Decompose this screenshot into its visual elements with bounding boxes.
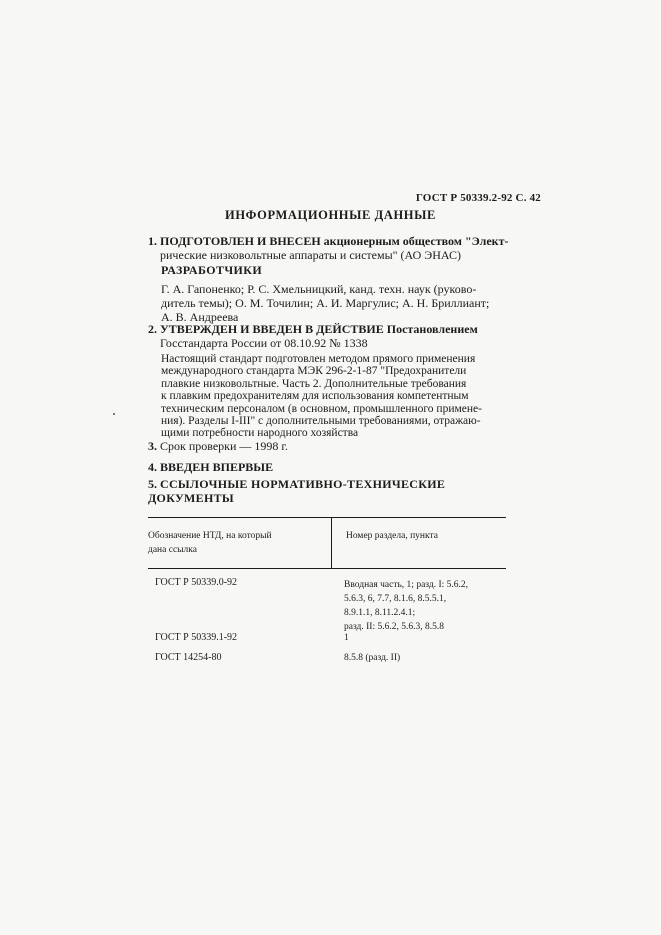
table-header-rule (148, 568, 506, 569)
table-header-section-number: Номер раздела, пункта (346, 531, 438, 541)
table-row-3-sections: 8.5.8 (разд. II) (344, 653, 401, 663)
developers-line-2: дитель темы); О. М. Точилин; А. И. Маргулис; А. Н. Бриллиант; (161, 296, 490, 310)
header-designation-line-1: Обозначение НТД, на который (148, 531, 272, 541)
row-1-sections-line-3: 8.9.1.1, 8.11.2.4.1; (344, 608, 416, 618)
note-line-7: щими потребности народного хозяйства (161, 427, 359, 440)
section-2-text-line-2: Госстандарта России от 08.10.92 № 1338 (160, 336, 368, 350)
section-2 (148, 322, 513, 350)
section-3 (148, 439, 513, 453)
section-3-text: Срок проверки — 1998 г. (160, 439, 288, 453)
section-3-number: 3. (148, 439, 157, 453)
table-header-divider (331, 517, 332, 568)
section-1-line-1 (148, 234, 513, 248)
developers-line-3: А. В. Андреева (161, 310, 239, 324)
standard-note (161, 353, 513, 440)
section-5-text: ССЫЛОЧНЫЕ НОРМАТИВНО-ТЕХНИЧЕСКИЕ ДОКУМЕНТЫ (148, 477, 446, 505)
section-4-number: 4. (148, 460, 157, 474)
scan-artifact-dot (113, 413, 115, 415)
page-header-reference: ГОСТ Р 50339.2-92 С. 42 (415, 192, 541, 204)
header-designation-line-2: дана ссылка (148, 545, 197, 555)
developers-line-1: Г. А. Гапоненко; Р. С. Хмельницкий, канд. техн. наук (руково- (161, 282, 477, 296)
section-1-number: 1. (148, 234, 157, 248)
section-2-number: 2. (148, 322, 157, 336)
note-line-2: международного стандарта МЭК 296-2-1-87 "Предохранители (161, 365, 467, 378)
developers-heading: РАЗРАБОТЧИКИ (161, 263, 263, 277)
document-title: ИНФОРМАЦИОННЫЕ ДАННЫЕ (225, 208, 436, 222)
section-2-text-line-1: УТВЕРЖДЕН И ВВЕДЕН В ДЕЙСТВИЕ Постановлением (160, 322, 478, 336)
section-1-text-line-1: ПОДГОТОВЛЕН И ВНЕСЕН акционерным обществом "Элект- (160, 234, 509, 248)
note-line-6: ния). Разделы I-III" с дополнительными требованиями, отражаю- (161, 415, 481, 428)
section-1 (148, 234, 513, 262)
row-1-sections-line-1: Вводная часть, 1; разд. I: 5.6.2, (344, 580, 469, 590)
note-line-1: Настоящий стандарт подготовлен методом прямого применения (161, 353, 476, 365)
section-4 (148, 460, 513, 474)
note-line-5: техническим персоналом (в основном, промышленного примене- (161, 402, 482, 415)
section-1-text-line-2: рические низковольтные аппараты и системы" (АО ЭНАС) (160, 248, 461, 262)
section-5-number: 5. (148, 477, 157, 491)
note-line-4: к плавким предохранителям для использования компетентным (161, 390, 469, 403)
table-top-rule (148, 517, 506, 518)
section-5 (148, 477, 528, 505)
section-2-line-1 (148, 322, 513, 336)
section-4-text: ВВЕДЕН ВПЕРВЫЕ (160, 460, 274, 474)
table-row-1-sections (344, 578, 504, 634)
row-1-sections-line-4: разд. II: 5.6.2, 5.6.3, 8.5.8 (344, 622, 444, 632)
table-row-2-doc: ГОСТ Р 50339.1-92 (155, 632, 238, 643)
table-header-designation (148, 529, 298, 557)
developers-list (161, 282, 513, 324)
note-line-3: плавкие низковольтные. Часть 2. Дополнительные требования (161, 377, 467, 390)
table-row-1-doc: ГОСТ Р 50339.0-92 (155, 577, 238, 588)
table-row-2-sections: 1 (344, 633, 349, 643)
table-row-3-doc: ГОСТ 14254-80 (155, 652, 222, 663)
row-1-sections-line-2: 5.6.3, 6, 7.7, 8.1.6, 8.5.5.1, (344, 594, 447, 604)
